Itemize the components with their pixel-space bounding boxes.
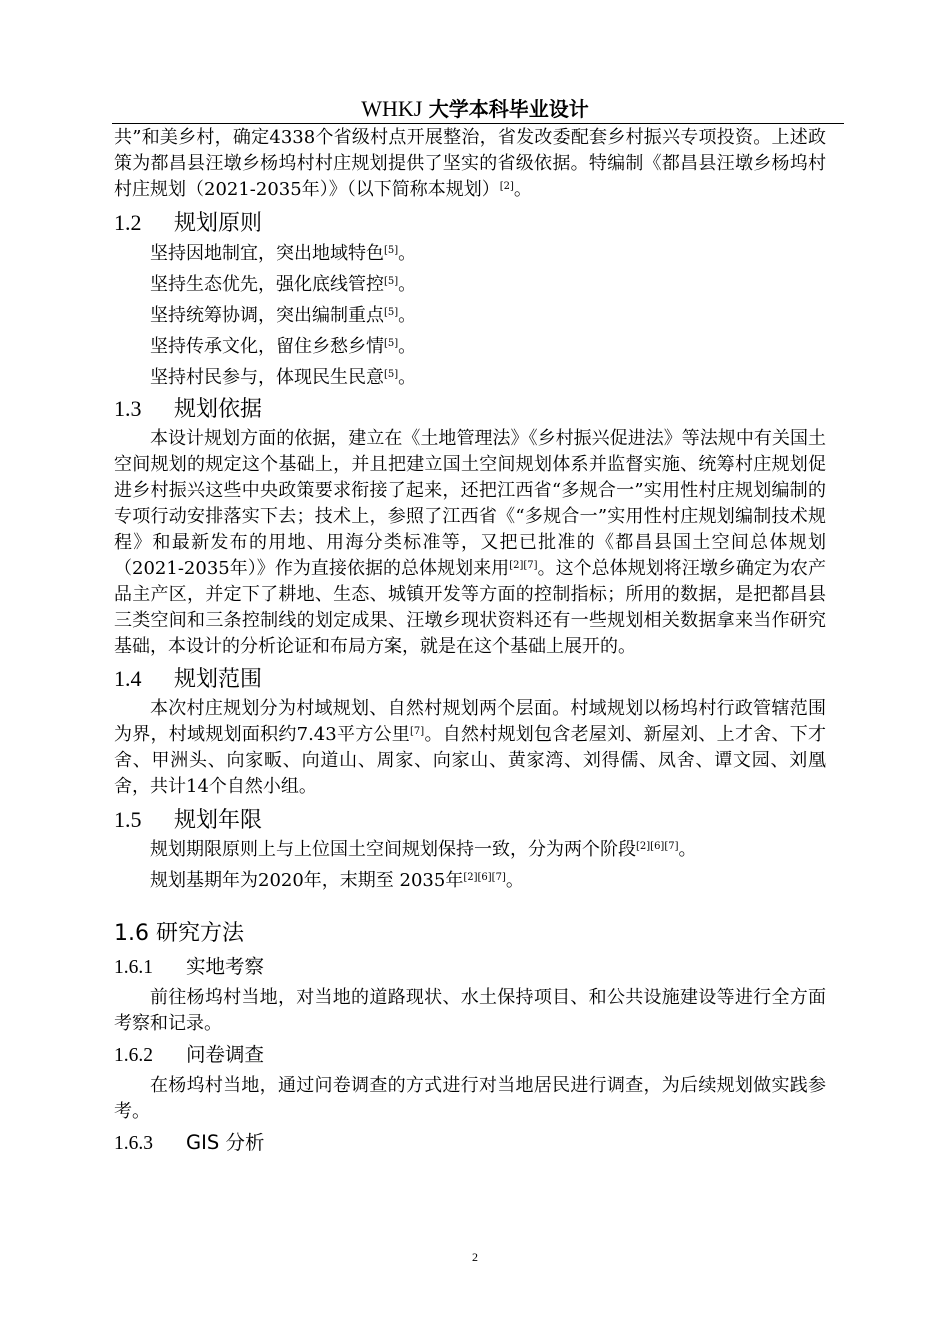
principle-item: 坚持传承文化，留住乡愁乡情[5]。 xyxy=(150,336,417,357)
period-paragraph: 规划基期年为2020年，末期至 2035年[2][6][7]。 xyxy=(150,870,524,891)
scope-paragraph: 本次村庄规划分为村域规划、自然村规划两个层面。村域规划以杨坞村行政管辖范围为界，村域规划面积约7.43平方公里[7]。自然村规划包含老屋刘、新屋刘、上才舍、下才舍、甲洲头、向家畈、向道山、周家、向家山、黄家湾、刘得儒、凤舍、谭文园、刘凰舍，共计14个自然小组。 xyxy=(114,698,826,797)
section-1-6-heading: 1.6 研究方法 xyxy=(114,921,244,946)
section-1-5-heading: 1.5 规划年限 xyxy=(114,807,263,833)
citation: [5] xyxy=(384,245,399,256)
section-1-4-heading: 1.4 规划范围 xyxy=(114,666,263,692)
subsection-1-6-3-heading: 1.6.3 GIS 分析 xyxy=(114,1131,265,1154)
page-header xyxy=(0,96,950,122)
principle-item: 坚持因地制宜，突出地域特色[5]。 xyxy=(150,243,417,264)
citation: [2][7] xyxy=(509,560,538,571)
subsection-1-6-2-heading: 1.6.2 问卷调查 xyxy=(114,1043,265,1066)
citation: [2] xyxy=(499,181,514,192)
intro-paragraph: 共”和美乡村，确定4338个省级村点开展整治，省发改委配套乡村振兴专项投资。上述政策为都昌县汪墩乡杨坞村村庄规划提供了坚实的省级依据。特编制《都昌县汪墩乡杨坞村村庄规划（2021-2035年）》（以下简称本规划）[2]。 xyxy=(114,127,826,200)
subsection-1-6-1-heading: 1.6.1 实地考察 xyxy=(114,955,265,978)
principle-item: 坚持统筹协调，突出编制重点[5]。 xyxy=(150,305,417,326)
principle-item: 坚持生态优先，强化底线管控[5]。 xyxy=(150,274,417,295)
citation: [2][6][7] xyxy=(463,872,506,883)
citation: [2][6][7] xyxy=(636,841,679,852)
period-paragraph: 规划期限原则上与上位国土空间规划保持一致，分为两个阶段[2][6][7]。 xyxy=(150,839,697,860)
section-1-3-heading: 1.3 规划依据 xyxy=(114,396,263,422)
header-rule xyxy=(112,123,844,124)
citation: [5] xyxy=(384,307,399,318)
citation: [5] xyxy=(384,338,399,349)
page-body xyxy=(114,125,826,1157)
section-1-2-heading: 1.2 规划原则 xyxy=(114,210,263,236)
header-title: 大学本科毕业设计 xyxy=(428,97,589,121)
fieldwork-paragraph: 前往杨坞村当地，对当地的道路现状、水土保持项目、和公共设施建设等进行全方面考察和记录。 xyxy=(114,987,826,1034)
citation: [5] xyxy=(384,369,399,380)
page-number: 2 xyxy=(472,1250,478,1264)
basis-paragraph: 本设计规划方面的依据，建立在《土地管理法》《乡村振兴促进法》等法规中有关国土空间规划的规定这个基础上，并且把建立国土空间规划体系并监督实施、统筹村庄规划促进乡村振兴这些中央政策要求衔接了起来，还把江西省“多规合一”实用性村庄规划编制的专项行动安排落实下去；技术上，参照了江西省《“多规合一”实用性村庄规划编制技术规程》和最新发布的用地、用海分类标准等，又把已批准的《都昌县国土空间总体规划（2021-2035年）》作为直接依据的总体规划来用[2][7]。这个总体规划将汪墩乡确定为农产品主产区，并定下了耕地、生态、城镇开发等方面的控制指标；所用的数据，是把都昌县三类空间和三条控制线的划定成果、汪墩乡现状资料还有一些规划相关数据拿来当作研究基础，本设计的分析论证和布局方案，就是在这个基础上展开的。 xyxy=(114,428,826,657)
principle-item: 坚持村民参与，体现民生民意[5]。 xyxy=(150,367,417,388)
survey-paragraph: 在杨坞村当地，通过问卷调查的方式进行对当地居民进行调查，为后续规划做实践参考。 xyxy=(114,1075,826,1122)
citation: [7] xyxy=(410,726,425,737)
header-prefix: WHKJ xyxy=(361,96,423,121)
citation: [5] xyxy=(384,276,399,287)
